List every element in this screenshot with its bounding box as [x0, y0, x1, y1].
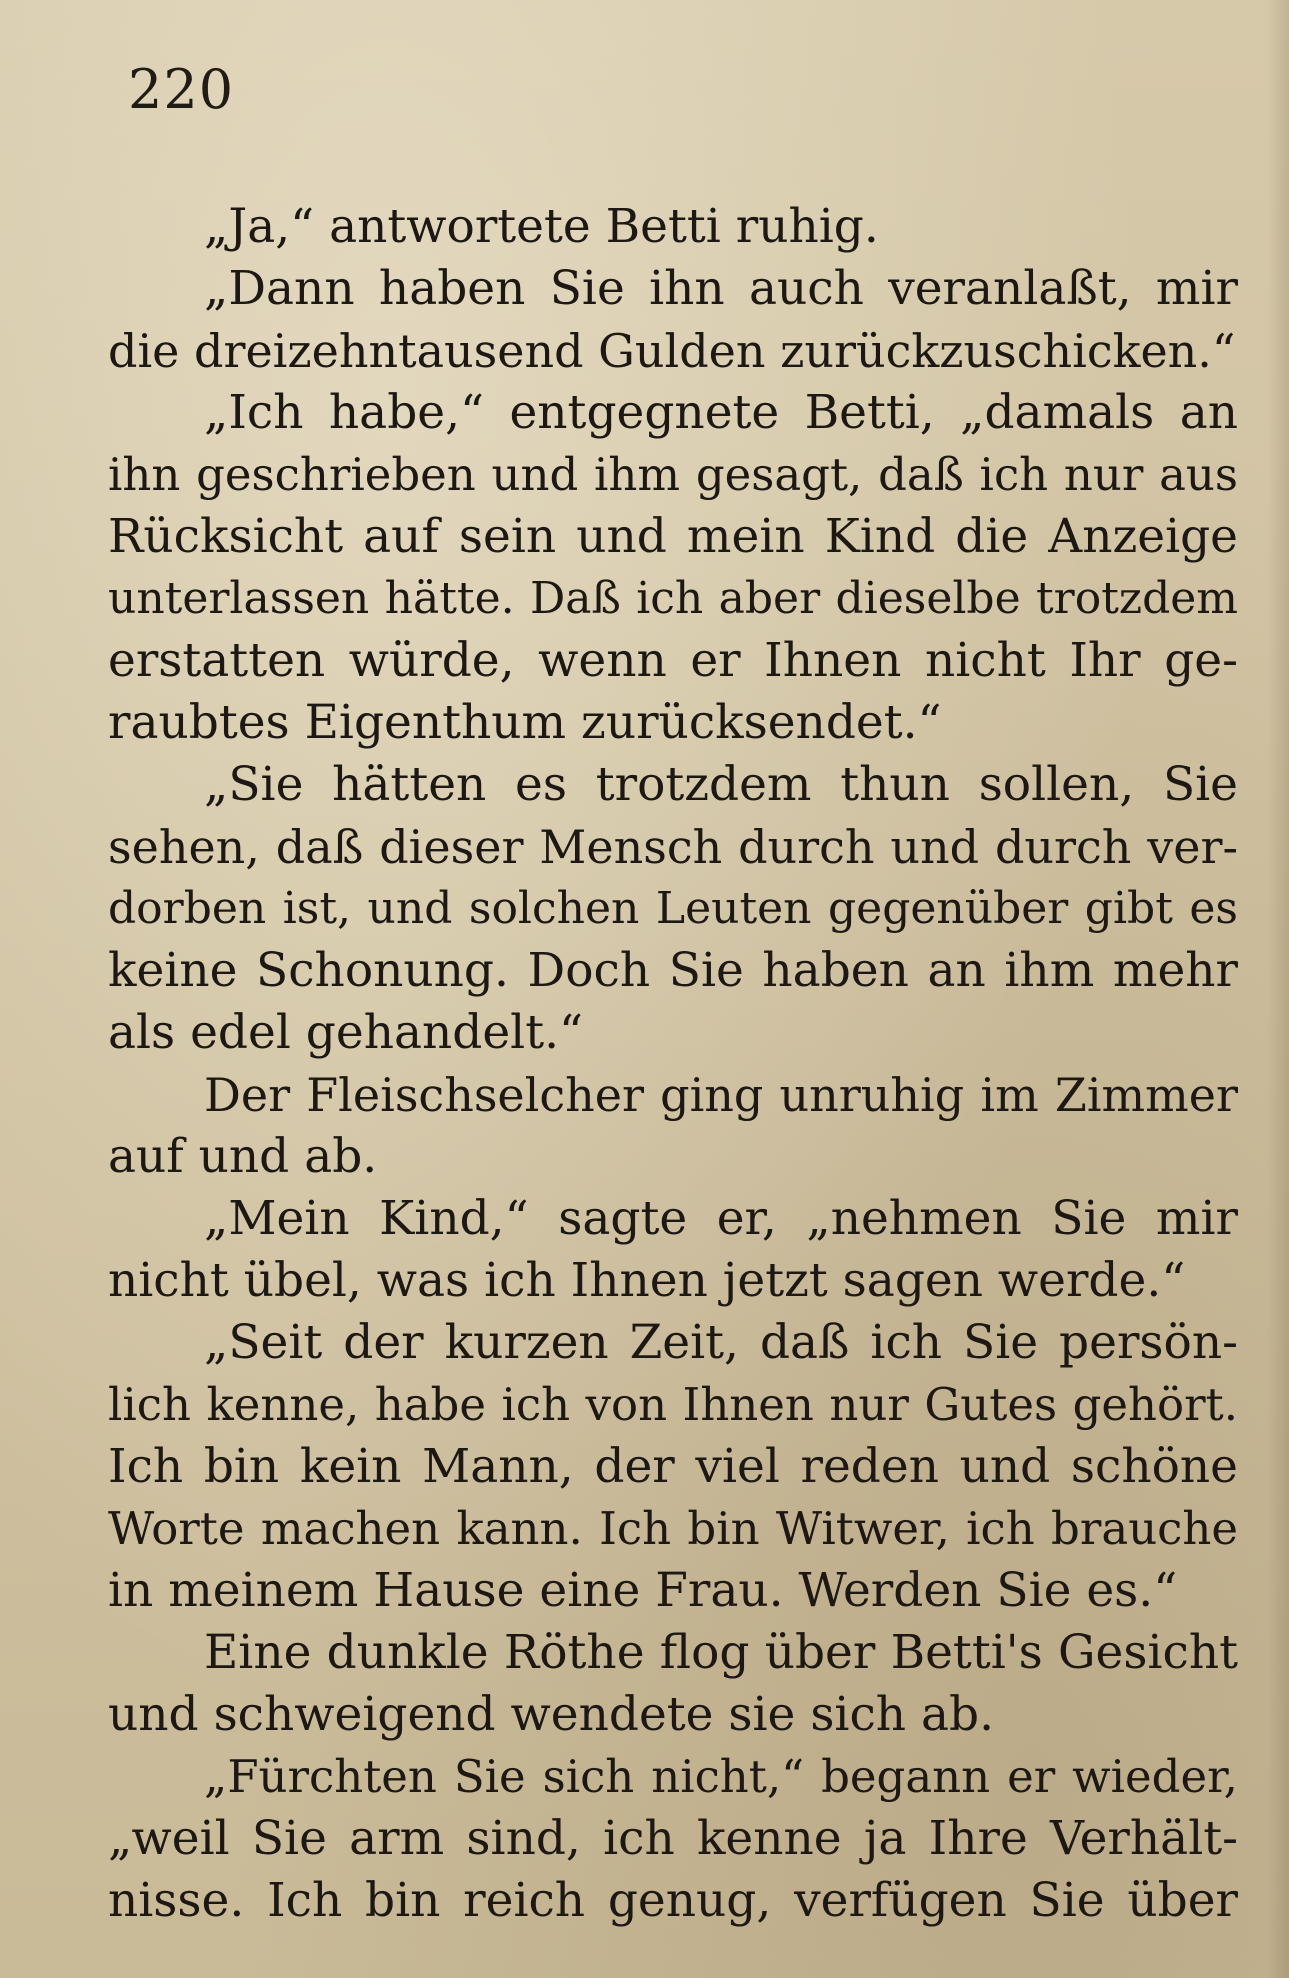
- text-line: Rücksicht auf sein und mein Kind die Anzeige: [108, 509, 1238, 564]
- text-line: „Seit der kurzen Zeit, daß ich Sie persön-: [204, 1315, 1238, 1370]
- text-line: nisse. Ich bin reich genug, verfügen Sie über: [108, 1873, 1238, 1928]
- text-line: „Ja,“ antwortete Betti ruhig.: [204, 199, 879, 254]
- page-number: 220: [128, 58, 235, 121]
- text-line: „Dann haben Sie ihn auch veranlaßt, mir: [204, 261, 1238, 316]
- text-line: „Fürchten Sie sich nicht,“ begann er wieder,: [204, 1750, 1238, 1803]
- text-line: keine Schonung. Doch Sie haben an ihm mehr: [108, 943, 1238, 998]
- text-line: die dreizehntausend Gulden zurückzuschicken.“: [108, 324, 1236, 378]
- text-line: und schweigend wendete sie sich ab.: [108, 1687, 995, 1742]
- text-line: auf und ab.: [108, 1129, 378, 1184]
- text-line: lich kenne, habe ich von Ihnen nur Gutes gehört.: [108, 1378, 1238, 1431]
- text-line: als edel gehandelt.“: [108, 1005, 584, 1060]
- text-line: dorben ist, und solchen Leuten gegenüber gibt es: [108, 883, 1238, 934]
- text-line: raubtes Eigenthum zurücksendet.“: [108, 695, 942, 750]
- text-line: nicht übel, was ich Ihnen jetzt sagen werde.“: [108, 1253, 1186, 1308]
- text-line: Ich bin kein Mann, der viel reden und schöne: [108, 1439, 1238, 1494]
- text-line: ihn geschrieben und ihm gesagt, daß ich nur aus: [108, 448, 1238, 501]
- text-line: Eine dunkle Röthe flog über Betti's Gesicht: [204, 1625, 1238, 1680]
- body-text: [108, 196, 1238, 1932]
- text-line: „Ich habe,“ entgegnete Betti, „damals an: [204, 385, 1238, 440]
- text-line: Worte machen kann. Ich bin Witwer, ich brauche: [108, 1502, 1238, 1555]
- text-line: „weil Sie arm sind, ich kenne ja Ihre Verhält-: [108, 1811, 1238, 1866]
- text-line: Der Fleischselcher ging unruhig im Zimmer: [204, 1068, 1238, 1122]
- text-line: sehen, daß dieser Mensch durch und durch ver-: [108, 820, 1238, 874]
- text-line: „Mein Kind,“ sagte er, „nehmen Sie mir: [204, 1191, 1238, 1246]
- text-line: erstatten würde, wenn er Ihnen nicht Ihr ge-: [108, 633, 1238, 688]
- text-line: unterlassen hätte. Daß ich aber dieselbe trotzdem: [108, 573, 1238, 624]
- text-line: „Sie hätten es trotzdem thun sollen, Sie: [204, 757, 1238, 812]
- text-line: in meinem Hause eine Frau. Werden Sie es.“: [108, 1563, 1178, 1618]
